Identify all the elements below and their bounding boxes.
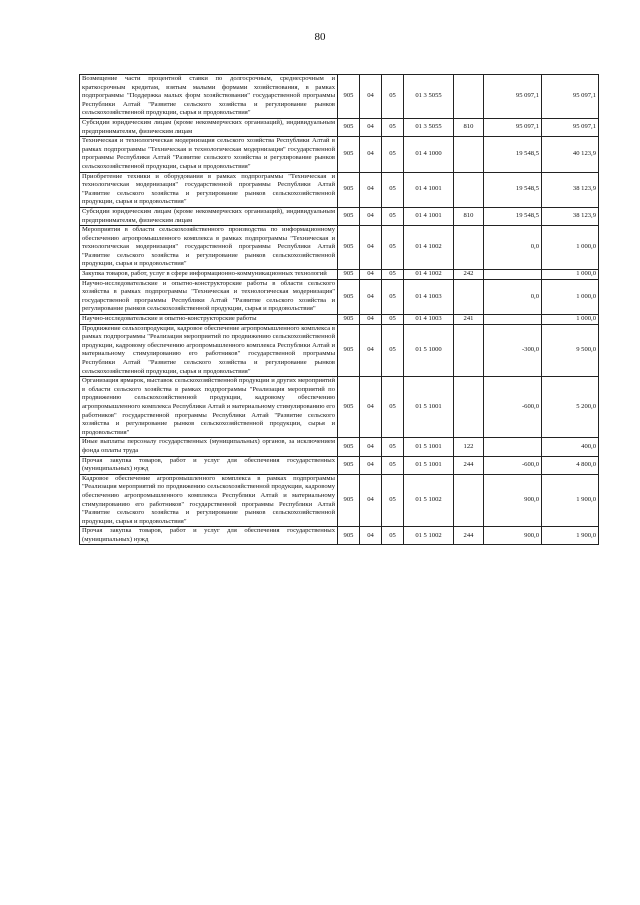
row-expense-type: 810 — [454, 118, 484, 136]
table-row — [80, 377, 599, 438]
row-target-article: 01 4 1001 — [404, 172, 454, 207]
table-row — [80, 456, 599, 474]
row-expense-type — [454, 324, 484, 377]
table-row — [80, 172, 599, 207]
row-grbs-code: 905 — [338, 270, 360, 280]
row-amount-change: 0,0 — [484, 226, 542, 270]
row-grbs-code: 905 — [338, 456, 360, 474]
table-row — [80, 474, 599, 527]
row-subsection-code: 05 — [382, 172, 404, 207]
table-row — [80, 118, 599, 136]
table-row — [80, 324, 599, 377]
row-amount-change: -600,0 — [484, 456, 542, 474]
row-grbs-code: 905 — [338, 527, 360, 545]
row-subsection-code: 05 — [382, 315, 404, 325]
row-target-article: 01 3 5055 — [404, 118, 454, 136]
row-section-code: 04 — [360, 527, 382, 545]
row-target-article: 01 4 1000 — [404, 137, 454, 172]
row-amount-total: 1 000,0 — [542, 270, 599, 280]
row-section-code: 04 — [360, 172, 382, 207]
row-grbs-code: 905 — [338, 207, 360, 225]
row-grbs-code: 905 — [338, 377, 360, 438]
row-section-code: 04 — [360, 474, 382, 527]
row-amount-change: -600,0 — [484, 377, 542, 438]
row-amount-total: 1 000,0 — [542, 315, 599, 325]
row-expense-type: 122 — [454, 438, 484, 456]
row-amount-change: 95 097,1 — [484, 118, 542, 136]
row-target-article: 01 4 1002 — [404, 270, 454, 280]
row-description: Прочая закупка товаров, работ и услуг для обеспечения государственных (муниципальных) нужд — [80, 527, 338, 545]
row-subsection-code: 05 — [382, 456, 404, 474]
row-expense-type — [454, 75, 484, 119]
row-description: Кадровое обеспечение агропромышленного комплекса в рамках подпрограммы "Реализация мероприятий по продвижению сельскохозяйственной продукции, кадровому обеспечению агропромышленного комплекса Республики Алтай и материальному стимулированию его работников" государственной программы Республики Алтай "Развитие сельского хозяйства и регулирование рынков сельскохозяйственной продукции, сырья и продовольствия" — [80, 474, 338, 527]
row-description: Иные выплаты персоналу государственных (муниципальных) органов, за исключением фонда оплаты труда — [80, 438, 338, 456]
row-subsection-code: 05 — [382, 207, 404, 225]
row-section-code: 04 — [360, 270, 382, 280]
row-description: Приобретение техники и оборудования в рамках подпрограммы "Техническая и технологическая модернизация" государственной программы Республики Алтай "Развитие сельского хозяйства и регулирование рынков сельскохозяйственной продукции, сырья и продовольствия" — [80, 172, 338, 207]
row-amount-total: 1 000,0 — [542, 226, 599, 270]
row-subsection-code: 05 — [382, 226, 404, 270]
row-subsection-code: 05 — [382, 474, 404, 527]
row-grbs-code: 905 — [338, 438, 360, 456]
row-amount-total: 95 097,1 — [542, 75, 599, 119]
row-amount-change: 19 548,5 — [484, 207, 542, 225]
budget-table-body — [80, 75, 599, 545]
row-subsection-code: 05 — [382, 279, 404, 314]
table-row — [80, 75, 599, 119]
row-target-article: 01 5 1001 — [404, 377, 454, 438]
row-grbs-code: 905 — [338, 172, 360, 207]
row-subsection-code: 05 — [382, 438, 404, 456]
row-description: Научно-исследовательские и опытно-конструкторские работы — [80, 315, 338, 325]
row-amount-total: 38 123,9 — [542, 172, 599, 207]
row-expense-type: 244 — [454, 456, 484, 474]
table-row — [80, 527, 599, 545]
page-number: 80 — [314, 31, 326, 43]
budget-table — [79, 74, 599, 545]
row-subsection-code: 05 — [382, 270, 404, 280]
row-amount-change: 19 548,5 — [484, 137, 542, 172]
row-grbs-code: 905 — [338, 118, 360, 136]
row-section-code: 04 — [360, 226, 382, 270]
row-amount-total: 400,0 — [542, 438, 599, 456]
row-amount-change: 900,0 — [484, 474, 542, 527]
row-amount-total: 1 900,0 — [542, 474, 599, 527]
table-row — [80, 279, 599, 314]
row-description: Закупка товаров, работ, услуг в сфере информационно-коммуникационных технологий — [80, 270, 338, 280]
row-expense-type — [454, 137, 484, 172]
row-amount-total: 4 800,0 — [542, 456, 599, 474]
row-grbs-code: 905 — [338, 137, 360, 172]
row-amount-change — [484, 315, 542, 325]
row-expense-type — [454, 279, 484, 314]
row-expense-type: 810 — [454, 207, 484, 225]
row-grbs-code: 905 — [338, 226, 360, 270]
row-section-code: 04 — [360, 438, 382, 456]
row-target-article: 01 5 1002 — [404, 474, 454, 527]
row-grbs-code: 905 — [338, 279, 360, 314]
row-expense-type — [454, 172, 484, 207]
row-target-article: 01 5 1001 — [404, 438, 454, 456]
row-target-article: 01 4 1002 — [404, 226, 454, 270]
row-target-article: 01 5 1001 — [404, 456, 454, 474]
row-expense-type — [454, 377, 484, 438]
row-section-code: 04 — [360, 324, 382, 377]
row-amount-total: 38 123,9 — [542, 207, 599, 225]
row-section-code: 04 — [360, 456, 382, 474]
row-amount-total: 95 097,1 — [542, 118, 599, 136]
row-description: Техническая и технологическая модернизация сельского хозяйства Республики Алтай в рамках подпрограммы "Техническая и технологическая модернизация" государственной программы Республики Алтай "Развитие сельского хозяйства и регулирование рынков сельскохозяйственной продукции, сырья и продовольствия" — [80, 137, 338, 172]
row-amount-change: -300,0 — [484, 324, 542, 377]
row-description: Субсидии юридическим лицам (кроме некоммерческих организаций), индивидуальным предпринимателям, физическим лицам — [80, 207, 338, 225]
table-row — [80, 226, 599, 270]
row-grbs-code: 905 — [338, 324, 360, 377]
row-section-code: 04 — [360, 75, 382, 119]
row-amount-change: 95 097,1 — [484, 75, 542, 119]
row-description: Организация ярмарок, выставок сельскохозяйственной продукции и других мероприятий в области сельского хозяйства в рамках подпрограммы "Реализация мероприятий по продвижению сельскохозяйственной продукции, кадровому обеспечению агропромышленного комплекса Республики Алтай и материальному стимулированию его работников" государственной программы Республики Алтай "Развитие сельского хозяйства и регулирование рынков сельскохозяйственной продукции, сырья и продовольствия" — [80, 377, 338, 438]
row-section-code: 04 — [360, 118, 382, 136]
row-amount-change: 0,0 — [484, 279, 542, 314]
row-target-article: 01 4 1003 — [404, 315, 454, 325]
row-description: Научно-исследовательские и опытно-конструкторские работы в области сельского хозяйства в рамках подпрограммы "Техническая и технологическая модернизация" государственной программы Республики Алтай "Развитие сельского хозяйства и регулирование рынков сельскохозяйственной продукции, сырья и продовольствия" — [80, 279, 338, 314]
row-expense-type: 244 — [454, 527, 484, 545]
table-row — [80, 438, 599, 456]
row-section-code: 04 — [360, 279, 382, 314]
row-amount-total: 1 000,0 — [542, 279, 599, 314]
row-grbs-code: 905 — [338, 315, 360, 325]
row-description: Прочая закупка товаров, работ и услуг для обеспечения государственных (муниципальных) нужд — [80, 456, 338, 474]
row-amount-total: 9 500,0 — [542, 324, 599, 377]
row-target-article: 01 5 1000 — [404, 324, 454, 377]
row-expense-type: 242 — [454, 270, 484, 280]
row-grbs-code: 905 — [338, 75, 360, 119]
row-subsection-code: 05 — [382, 118, 404, 136]
row-description: Возмещение части процентной ставки по долгосрочным, среднесрочным и краткосрочным кредитам, взятым малыми формами хозяйствования, в рамках подпрограммы "Поддержка малых форм хозяйствования" государственной программы Республики Алтай "Развитие сельского хозяйства и регулирование рынков сельскохозяйственной продукции, сырья и продовольствия" — [80, 75, 338, 119]
row-amount-change: 900,0 — [484, 527, 542, 545]
row-amount-change — [484, 438, 542, 456]
table-row — [80, 315, 599, 325]
row-description: Субсидии юридическим лицам (кроме некоммерческих организаций), индивидуальным предпринимателям, физическим лицам — [80, 118, 338, 136]
row-amount-change — [484, 270, 542, 280]
row-grbs-code: 905 — [338, 474, 360, 527]
row-subsection-code: 05 — [382, 377, 404, 438]
row-section-code: 04 — [360, 137, 382, 172]
row-section-code: 04 — [360, 377, 382, 438]
row-target-article: 01 4 1003 — [404, 279, 454, 314]
row-section-code: 04 — [360, 315, 382, 325]
row-subsection-code: 05 — [382, 137, 404, 172]
table-row — [80, 270, 599, 280]
row-target-article: 01 4 1001 — [404, 207, 454, 225]
row-subsection-code: 05 — [382, 324, 404, 377]
row-amount-total: 5 200,0 — [542, 377, 599, 438]
row-expense-type — [454, 474, 484, 527]
row-target-article: 01 5 1002 — [404, 527, 454, 545]
row-description: Мероприятия в области сельскохозяйственного производства по информационному обеспечению агропромышленного комплекса в рамках подпрограммы "Техническая и технологическая модернизация" государственной программы Республики Алтай "Развитие сельского хозяйства и регулирование рынков сельскохозяйственной продукции, сырья и продовольствия" — [80, 226, 338, 270]
row-subsection-code: 05 — [382, 527, 404, 545]
row-amount-total: 1 900,0 — [542, 527, 599, 545]
table-row — [80, 207, 599, 225]
row-subsection-code: 05 — [382, 75, 404, 119]
row-amount-change: 19 548,5 — [484, 172, 542, 207]
row-expense-type — [454, 226, 484, 270]
row-expense-type: 241 — [454, 315, 484, 325]
row-target-article: 01 3 5055 — [404, 75, 454, 119]
row-section-code: 04 — [360, 207, 382, 225]
row-amount-total: 40 123,9 — [542, 137, 599, 172]
row-description: Продвижение сельхозпродукции, кадровое обеспечение агропромышленного комплекса в рамках подпрограммы "Реализация мероприятий по продвижению сельскохозяйственной продукции, кадровому обеспечению агропромышленного комплекса Республики Алтай и материальному стимулированию его работников" государственной программы Республики Алтай "Развитие сельского хозяйства и регулирование рынков сельскохозяйственной продукции, сырья и продовольствия" — [80, 324, 338, 377]
table-row — [80, 137, 599, 172]
